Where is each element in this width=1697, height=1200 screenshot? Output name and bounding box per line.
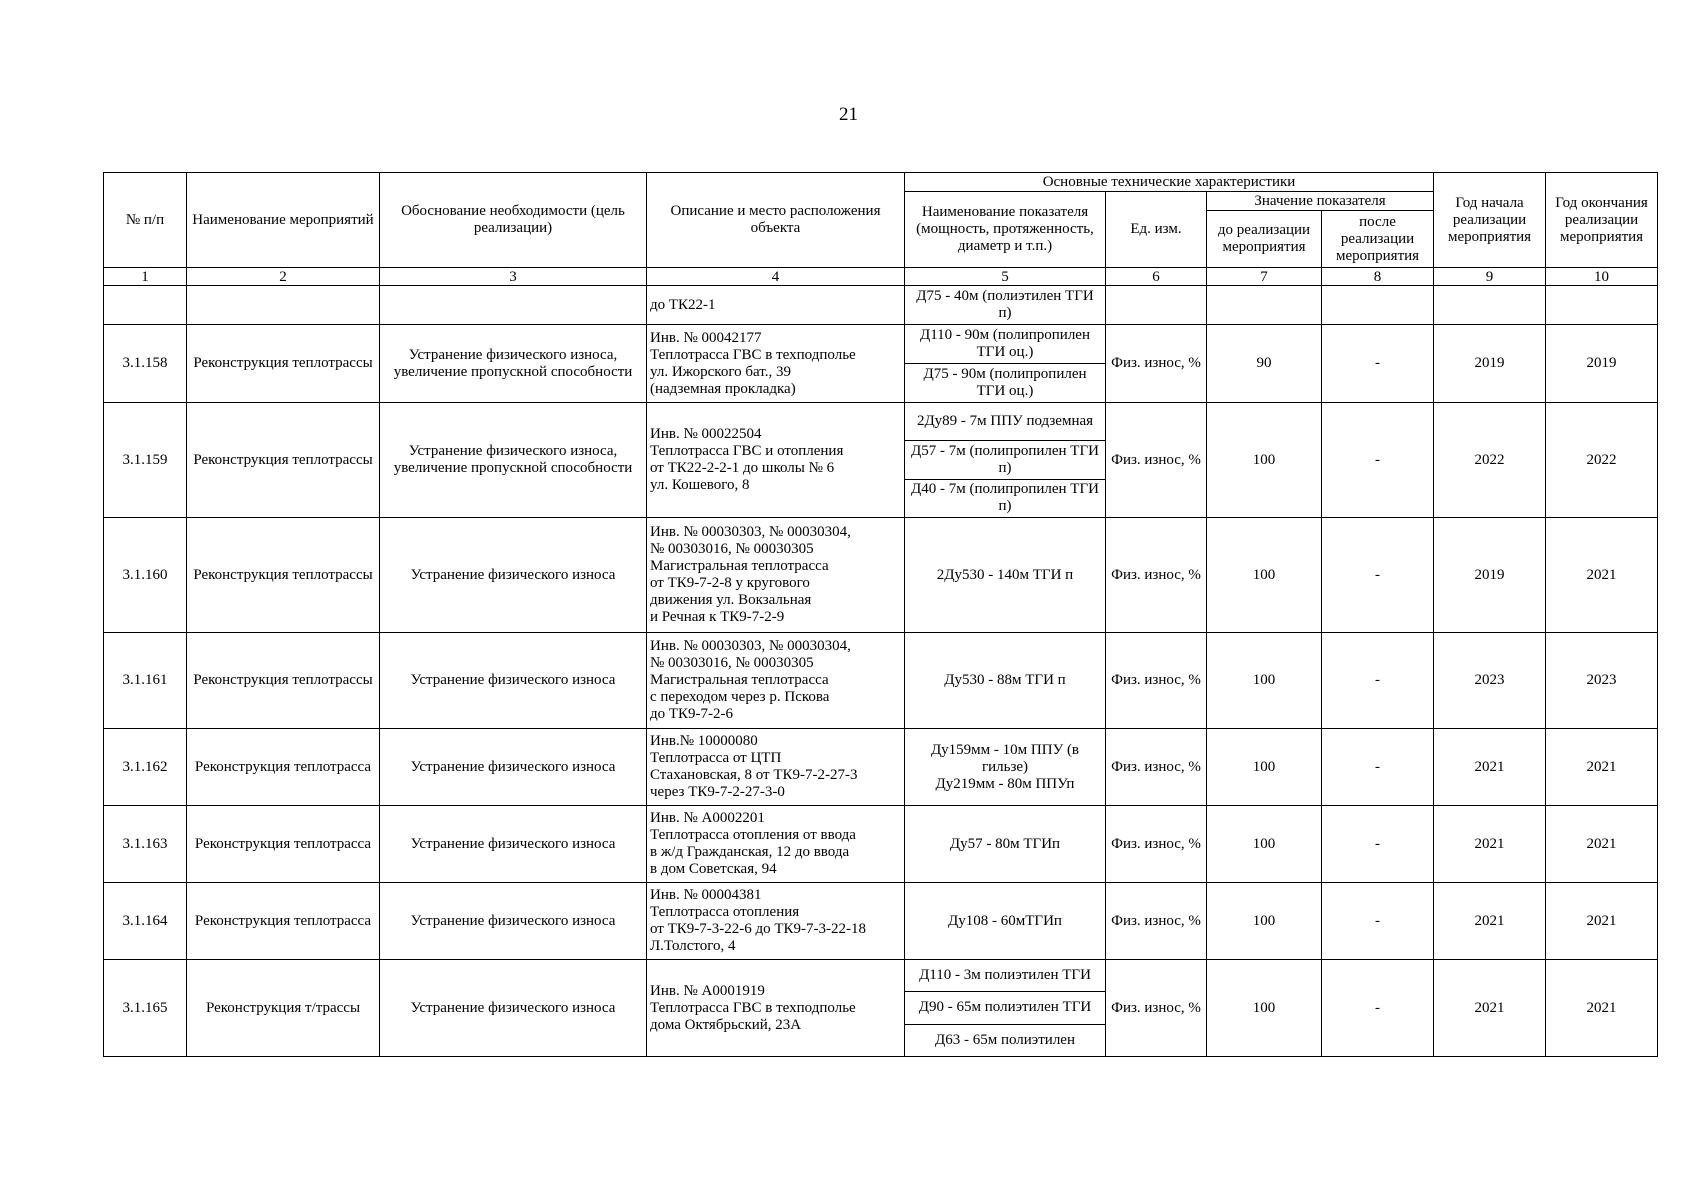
measure-reason: Устранение физического износа: [380, 633, 647, 729]
unit-of-measure: Физ. износ, %: [1106, 403, 1207, 518]
end-year: 2023: [1546, 633, 1658, 729]
measure-reason: Устранение физического износа: [380, 806, 647, 883]
measure-name: Реконструкция теплотрасса: [187, 883, 380, 960]
page-number: 21: [839, 104, 858, 125]
unit-of-measure: Физ. износ, %: [1106, 633, 1207, 729]
row-number: 3.1.165: [104, 960, 187, 1057]
indicator-value: Д40 - 7м (полипропилен ТГИ п): [905, 479, 1105, 517]
column-number: 10: [1546, 268, 1658, 286]
value-after: -: [1322, 883, 1434, 960]
table-row: [104, 325, 1658, 403]
start-year: 2021: [1434, 883, 1546, 960]
unit-of-measure: Физ. износ, %: [1106, 883, 1207, 960]
indicator-value: Ду530 - 88м ТГИ п: [944, 672, 1066, 688]
table-row: [104, 806, 1658, 883]
column-number: 4: [647, 268, 905, 286]
value-before: 90: [1207, 325, 1322, 403]
column-number: 5: [905, 268, 1106, 286]
indicator-cell: [905, 403, 1106, 518]
column-number: 3: [380, 268, 647, 286]
measures-table: [103, 172, 1658, 1057]
column-number: 8: [1322, 268, 1434, 286]
row-number: 3.1.160: [104, 518, 187, 633]
row-number: 3.1.163: [104, 806, 187, 883]
measure-reason: Устранение физического износа: [380, 883, 647, 960]
measure-name: Реконструкция теплотрассы: [187, 518, 380, 633]
indicator-cell: [905, 325, 1106, 403]
unit-of-measure: Физ. износ, %: [1106, 960, 1207, 1057]
header-col-before: до реализации мероприятия: [1207, 211, 1322, 268]
measure-reason: Устранение физического износа: [380, 729, 647, 806]
indicator-value: Д110 - 90м (полипропилен ТГИ оц.): [919, 327, 1090, 360]
measure-name: Реконструкция теплотрасса: [187, 729, 380, 806]
header-row-1: [104, 173, 1658, 192]
start-year: 2019: [1434, 325, 1546, 403]
indicator-cell: [905, 806, 1106, 883]
value-before: 100: [1207, 806, 1322, 883]
unit-of-measure: [1106, 286, 1207, 325]
value-before: 100: [1207, 883, 1322, 960]
measure-name: Реконструкция теплотрасса: [187, 806, 380, 883]
value-after: -: [1322, 325, 1434, 403]
column-number: 7: [1207, 268, 1322, 286]
value-after: -: [1322, 960, 1434, 1057]
indicator-cell: [905, 960, 1106, 1057]
measure-name: Реконструкция теплотрассы: [187, 403, 380, 518]
measure-name: Реконструкция теплотрассы: [187, 325, 380, 403]
value-after: [1322, 286, 1434, 325]
header-group-tech: Основные технические характеристики: [905, 173, 1434, 192]
value-after: -: [1322, 518, 1434, 633]
start-year: 2021: [1434, 960, 1546, 1057]
indicator-cell: [905, 729, 1106, 806]
end-year: 2021: [1546, 518, 1658, 633]
object-description: Инв. № 00042177 Теплотрасса ГВС в техподполье ул. Ижорского бат., 39 (надземная прокладка): [647, 325, 905, 403]
unit-of-measure: Физ. износ, %: [1106, 729, 1207, 806]
measure-name: Реконструкция т/трассы: [187, 960, 380, 1057]
header-col-reason: Обоснование необходимости (цель реализации): [380, 173, 647, 268]
table-row: [104, 729, 1658, 806]
indicator-cell: [905, 518, 1106, 633]
object-description: Инв. № 00030303, № 00030304, № 00303016, № 00030305 Магистральная теплотрасса с переходом через р. Пскова до ТК9-7-2-6: [647, 633, 905, 729]
row-number: [104, 286, 187, 325]
object-description: Инв. № А0001919 Теплотрасса ГВС в техподполье дома Октябрьский, 23А: [647, 960, 905, 1057]
header-col-start-year: Год начала реализации мероприятия: [1434, 173, 1546, 268]
column-number: 6: [1106, 268, 1207, 286]
indicator-value: Д75 - 40м (полиэтилен ТГИ п): [916, 288, 1094, 321]
column-number: 1: [104, 268, 187, 286]
indicator-value: 2Ду89 - 7м ППУ подземная: [916, 413, 1094, 430]
start-year: 2023: [1434, 633, 1546, 729]
measure-name: [187, 286, 380, 325]
table-row: [104, 883, 1658, 960]
end-year: 2021: [1546, 729, 1658, 806]
indicator-value: Ду57 - 80м ТГИп: [949, 835, 1061, 852]
indicator-value: Д110 - 3м полиэтилен ТГИ: [919, 967, 1091, 984]
end-year: 2022: [1546, 403, 1658, 518]
object-description: Инв. № 00004381 Теплотрасса отопления от ТК9-7-3-22-6 до ТК9-7-3-22-18 Л.Толстого, 4: [647, 883, 905, 960]
table-row: [104, 633, 1658, 729]
start-year: 2022: [1434, 403, 1546, 518]
unit-of-measure: Физ. износ, %: [1106, 325, 1207, 403]
object-description: Инв. № А0002201 Теплотрасса отопления от ввода в ж/д Гражданская, 12 до ввода в дом Советская, 94: [647, 806, 905, 883]
measure-reason: Устранение физического износа, увеличение пропускной способности: [380, 325, 647, 403]
row-number: 3.1.158: [104, 325, 187, 403]
start-year: [1434, 286, 1546, 325]
object-description: Инв.№ 10000080 Теплотрасса от ЦТП Стахановская, 8 от ТК9-7-2-27-3 через ТК9-7-2-27-3-0: [647, 729, 905, 806]
end-year: 2019: [1546, 325, 1658, 403]
indicator-cell: [905, 633, 1106, 729]
table-row: [104, 286, 1658, 325]
value-before: 100: [1207, 729, 1322, 806]
header-col-description: Описание и место расположения объекта: [647, 173, 905, 268]
column-number-row: [104, 268, 1658, 286]
unit-of-measure: Физ. износ, %: [1106, 806, 1207, 883]
table-body: [104, 286, 1658, 1057]
header-col-indicator: Наименование показателя (мощность, протяженность, диаметр и т.п.): [905, 192, 1106, 268]
row-number: 3.1.161: [104, 633, 187, 729]
value-before: 100: [1207, 518, 1322, 633]
unit-of-measure: Физ. износ, %: [1106, 518, 1207, 633]
value-after: -: [1322, 806, 1434, 883]
indicator-value: Ду159мм - 10м ППУ (в гильзе) Ду219мм - 80м ППУп: [930, 741, 1080, 792]
measure-reason: Устранение физического износа, увеличение пропускной способности: [380, 403, 647, 518]
end-year: [1546, 286, 1658, 325]
value-after: -: [1322, 403, 1434, 518]
end-year: 2021: [1546, 883, 1658, 960]
row-number: 3.1.162: [104, 729, 187, 806]
column-number: 9: [1434, 268, 1546, 286]
value-after: -: [1322, 633, 1434, 729]
measure-reason: [380, 286, 647, 325]
header-col-after: после реализации мероприятия: [1322, 211, 1434, 268]
header-col-unit: Ед. изм.: [1106, 192, 1207, 268]
header-col-end-year: Год окончания реализации мероприятия: [1546, 173, 1658, 268]
indicator-cell: [905, 883, 1106, 960]
value-before: 100: [1207, 403, 1322, 518]
table-row: [104, 960, 1658, 1057]
table-row: [104, 518, 1658, 633]
start-year: 2021: [1434, 806, 1546, 883]
row-number: 3.1.164: [104, 883, 187, 960]
end-year: 2021: [1546, 960, 1658, 1057]
header-group-values: Значение показателя: [1207, 192, 1434, 211]
value-after: -: [1322, 729, 1434, 806]
value-before: [1207, 286, 1322, 325]
value-before: 100: [1207, 960, 1322, 1057]
object-description: до ТК22-1: [647, 286, 905, 325]
indicator-value: Д57 - 7м (полипропилен ТГИ п): [905, 440, 1105, 478]
header-col-name: Наименование мероприятий: [187, 173, 380, 268]
end-year: 2021: [1546, 806, 1658, 883]
indicator-value: 2Ду530 - 140м ТГИ п: [936, 566, 1074, 583]
indicator-value: Д90 - 65м полиэтилен ТГИ: [905, 991, 1105, 1023]
row-number: 3.1.159: [104, 403, 187, 518]
value-before: 100: [1207, 633, 1322, 729]
object-description: Инв. № 00030303, № 00030304, № 00303016, № 00030305 Магистральная теплотрасса от ТК9-7-2-8 у кругового движения ул. Вокзальная и Речная к ТК9-7-2-9: [647, 518, 905, 633]
header-col-number: № п/п: [104, 173, 187, 268]
indicator-value: Ду108 - 60мТГИп: [948, 912, 1062, 929]
measure-name: Реконструкция теплотрассы: [187, 633, 380, 729]
indicator-value: Д63 - 65м полиэтилен: [905, 1024, 1105, 1056]
indicator-value: Д75 - 90м (полипропилен ТГИ оц.): [905, 363, 1105, 402]
start-year: 2019: [1434, 518, 1546, 633]
indicator-cell: [905, 286, 1106, 325]
measure-reason: Устранение физического износа: [380, 518, 647, 633]
column-number: 2: [187, 268, 380, 286]
object-description: Инв. № 00022504 Теплотрасса ГВС и отопления от ТК22-2-2-1 до школы № 6 ул. Кошевого, 8: [647, 403, 905, 518]
measure-reason: Устранение физического износа: [380, 960, 647, 1057]
table-row: [104, 403, 1658, 518]
start-year: 2021: [1434, 729, 1546, 806]
